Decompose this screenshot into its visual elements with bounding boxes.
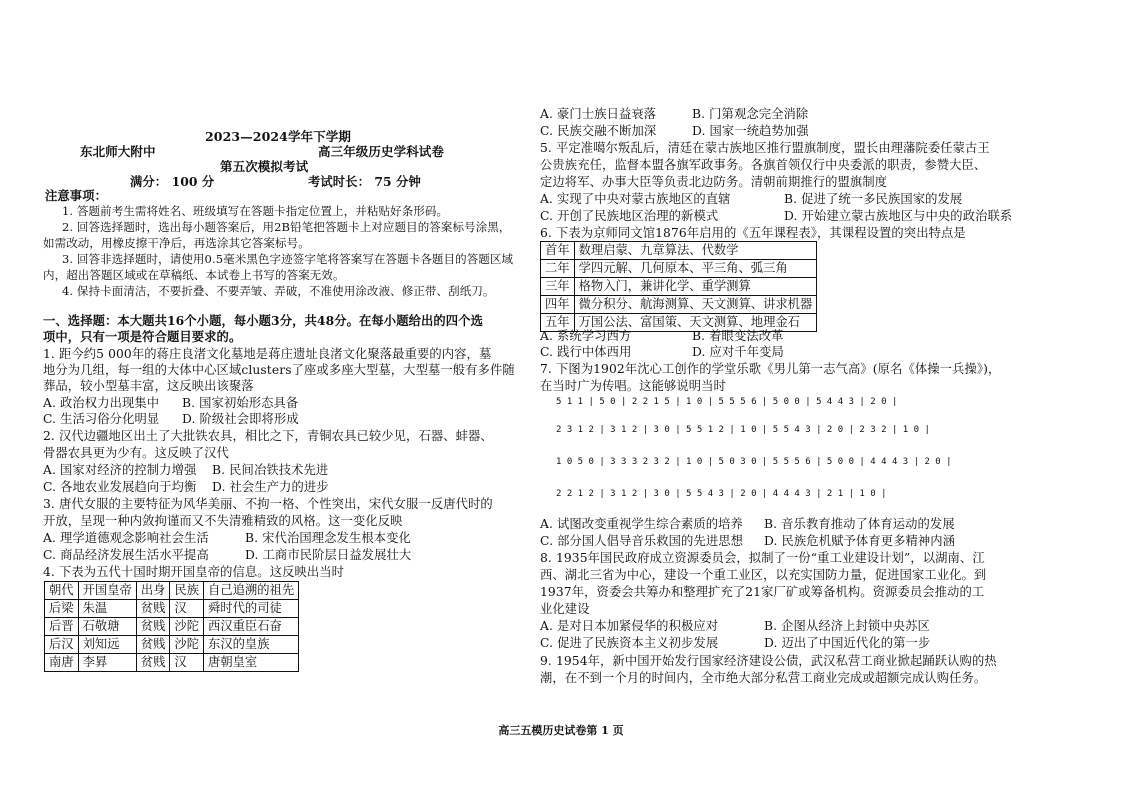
table-cell: 后晋	[45, 618, 79, 636]
table-cell: 东汉的皇族	[204, 636, 299, 654]
q8-option: B. 企图从经济上封锁中央苏区	[764, 619, 930, 633]
q8-option: A. 是对日本加紧侵华的积极应对	[540, 619, 719, 633]
q1-option: B. 国家初始形态具备	[182, 396, 299, 410]
table-header-row	[45, 582, 299, 600]
q3-option: C. 商品经济发展生活水平提高	[43, 548, 209, 562]
school-name: 东北师大附中	[80, 144, 156, 159]
q8-stem: 8. 1935年国民政府成立资源委员会，拟制了一份“重工业建设计划”，以湖南、江	[540, 551, 985, 565]
q3-option: A. 理学道德观念影响社会生活	[43, 531, 209, 545]
table-cell: 微分积分、航海测算、天文测算、讲求机器	[574, 296, 817, 314]
q5-option: D. 开始建立蒙古族地区与中央的政治联系	[784, 209, 1013, 223]
table-cell: 后梁	[45, 600, 79, 618]
table-cell: 贫贱	[136, 618, 170, 636]
left-column	[40, 0, 530, 764]
q5-option: C. 开创了民族地区治理的新模式	[540, 209, 719, 223]
table-cell: 贫贱	[136, 600, 170, 618]
table-cell: 李昪	[78, 654, 136, 672]
q2-stem: 2. 汉代边疆地区出土了大批铁农具，相比之下，青铜农具已较少见，石器、蚌器、	[43, 429, 493, 443]
q6-option: C. 践行中体西用	[540, 345, 632, 359]
q5-stem: 5. 平定准噶尔叛乱后，清廷在蒙古族地区推行盟旗制度，盟长由理藩院委任蒙古王	[540, 141, 990, 155]
q6-stem: 6. 下表为京师同文馆1876年启用的《五年课程表》，其课程设置的突出特点是	[540, 226, 966, 240]
table-cell: 后汉	[45, 636, 79, 654]
table-cell: 五年	[541, 314, 575, 332]
note-line: 1. 答题前考生需将姓名、班级填写在答题卡指定位置上，并粘贴好条形码。	[62, 204, 449, 218]
q2-option: A. 国家对经济的控制力增强	[43, 463, 197, 477]
full-score: 满分： 100 分	[130, 174, 215, 189]
q4-table	[44, 581, 299, 672]
q4-option: D. 国家一统趋势加强	[692, 124, 809, 138]
table-cell: 汉	[170, 600, 204, 618]
q3-option: B. 宋代治国理念发生根本变化	[245, 531, 411, 545]
q4-option: A. 豪门士族日益衰落	[540, 107, 657, 121]
table-cell: 唐朝皇室	[204, 654, 299, 672]
q4-option: B. 门第观念完全消除	[692, 107, 809, 121]
q9-stem: 9. 1954年，新中国开始发行国家经济建设公债，武汉私营工商业掀起踊跃认购的热	[540, 654, 997, 668]
music-score-line: 2 2 1 2 | 3 1 2 | 3 0 | 5 5 4 3 | 2 0 | 4 4 4 3 | 2 1 | 1 0 |	[556, 489, 887, 499]
note-line: 内，超出答题区域或在草稿纸、本试卷上书写的答案无效。	[43, 268, 345, 282]
q8-stem: 西、湖北三省为中心，建设一个重工业区，以充实国防力量，促进国家工业化。到	[540, 568, 987, 582]
q8-stem: 1937年，资委会共筹办和整理扩充了21家厂矿或筹备机构。资源委员会推动的工	[540, 585, 985, 599]
table-row	[45, 618, 299, 636]
q6-option: B. 着眼变法改革	[692, 329, 784, 343]
q2-stem: 骨器农具更为少有。这反映了汉代	[43, 446, 229, 460]
q7-option: D. 民族危机赋予体育更多精神内涵	[764, 534, 956, 548]
table-row	[541, 242, 817, 260]
table-cell: 沙陀	[170, 636, 204, 654]
table-cell: 万国公法、富国策、天文测算、地理金石	[574, 314, 817, 332]
table-cell: 三年	[541, 278, 575, 296]
q1-stem: 1. 距今约5 000年的蒋庄良渚文化墓地是蒋庄遗址良渚文化聚落最重要的内容，墓	[43, 347, 492, 361]
q5-stem: 定边将军、办事大臣等负责北边防务。清朝前期推行的盟旗制度	[540, 175, 888, 189]
q1-option: C. 生活习俗分化明显	[43, 412, 160, 426]
q1-option: A. 政治权力出现集中	[43, 396, 160, 410]
q5-option: A. 实现了中央对蒙古族地区的直辖	[540, 192, 731, 206]
notes-heading: 注意事项：	[45, 188, 107, 203]
table-cell: 贫贱	[136, 654, 170, 672]
table-row	[541, 296, 817, 314]
table-row	[45, 600, 299, 618]
school-year: 2023—2024学年下学期	[205, 129, 351, 144]
q7-option: C. 部分国人倡导音乐救国的先进思想	[540, 534, 744, 548]
q5-option: B. 促进了统一多民族国家的发展	[784, 192, 963, 206]
q8-stem: 业化建设	[540, 602, 590, 616]
section-heading: 项中，只有一项是符合题目要求的。	[43, 329, 242, 344]
table-row	[45, 636, 299, 654]
table-row	[541, 260, 817, 278]
table-cell: 汉	[170, 654, 204, 672]
q6-option: D. 应对千年变局	[692, 345, 784, 359]
table-cell: 二年	[541, 260, 575, 278]
table-header: 出身	[136, 582, 170, 600]
table-row	[45, 654, 299, 672]
table-cell: 刘知远	[78, 636, 136, 654]
q4-option: C. 民族交融不断加深	[540, 124, 657, 138]
q9-stem: 潮，在不到一个月的时间内，全市绝大部分私营工商业完成或超额完成认购任务。	[540, 671, 987, 685]
q2-option: C. 各地农业发展趋向于均衡	[43, 480, 197, 494]
table-cell: 西汉重臣石奋	[204, 618, 299, 636]
page-footer: 高三五模历史试卷第 1 页	[498, 724, 624, 737]
note-line: 3. 回答非选择题时，请使用0.5毫米黑色字迹签字笔将答案写在答题卡各题目的答题区域	[62, 252, 514, 266]
exam-name: 第五次模拟考试	[220, 159, 309, 174]
section-heading: 一、选择题：本大题共16个小题，每小题3分，共48分。在每小题给出的四个选	[43, 313, 483, 328]
table-cell: 格物入门，兼讲化学、重学测算	[574, 278, 817, 296]
table-cell: 贫贱	[136, 636, 170, 654]
q3-option: D. 工商市民阶层日益发展壮大	[245, 548, 412, 562]
q2-option: D. 社会生产力的进步	[212, 480, 329, 494]
q6-table	[540, 241, 817, 332]
music-score-line: 2 3 1 2 | 3 1 2 | 3 0 | 5 5 1 2 | 1 0 | 5 5 4 3 | 2 0 | 2 3 2 | 1 0 |	[556, 425, 930, 435]
table-cell: 首年	[541, 242, 575, 260]
duration: 考试时长： 75 分钟	[308, 174, 421, 189]
q6-option: A. 系统学习西方	[540, 329, 632, 343]
q1-stem: 葬品，较小型墓丰富，这反映出该聚落	[43, 379, 254, 393]
table-cell: 石敬瑭	[78, 618, 136, 636]
table-cell: 四年	[541, 296, 575, 314]
table-header: 朝代	[45, 582, 79, 600]
q8-option: D. 迈出了中国近代化的第一步	[764, 636, 931, 650]
q2-option: B. 民间冶铁技术先进	[212, 463, 329, 477]
paper-title: 高三年级历史学科试卷	[318, 144, 445, 159]
q7-option: A. 试图改变重视学生综合素质的培养	[540, 517, 743, 531]
q3-stem: 开放，呈现一种内敛拘谨而又不失清雅精致的风格。这一变化反映	[43, 514, 403, 528]
q7-option: B. 音乐教育推动了体育运动的发展	[764, 517, 955, 531]
table-cell: 南唐	[45, 654, 79, 672]
table-cell: 舜时代的司徒	[204, 600, 299, 618]
table-row	[541, 278, 817, 296]
right-column	[536, 0, 1082, 764]
note-line: 如需改动，用橡皮擦干净后，再选涂其它答案标号。	[43, 236, 310, 250]
note-line: 2. 回答选择题时，选出每小题答案后，用2B铅笔把答题卡上对应题目的答案标号涂黑，	[62, 220, 511, 234]
q3-stem: 3. 唐代女服的主要特征为风华美丽、不拘一格、个性突出，宋代女服一反唐代时的	[43, 497, 493, 511]
q7-stem: 7. 下图为1902年沈心工创作的学堂乐歌《男儿第一志气高》(原名《体操一兵操》)，	[540, 362, 1001, 376]
note-line: 4. 保持卡面清洁，不要折叠、不要弄皱、弄破，不准使用涂改液、修正带、刮纸刀。	[62, 284, 495, 298]
music-score-line: 1 0 5 0 | 3 3 3 2 3 2 | 1 0 | 5 0 3 0 | 5 5 5 6 | 5 0 0 | 4 4 4 3 | 2 0 |	[556, 457, 952, 467]
table-cell: 学四元解、几何原本、平三角、弧三角	[574, 260, 817, 278]
q8-option: C. 促进了民族资本主义初步发展	[540, 636, 719, 650]
table-cell: 朱温	[78, 600, 136, 618]
table-header: 自己追溯的祖先	[204, 582, 299, 600]
table-cell: 沙陀	[170, 618, 204, 636]
q1-option: D. 阶级社会即将形成	[182, 412, 299, 426]
music-score-line: 5 1 1 | 5 0 | 2 2 1 5 | 1 0 | 5 5 5 6 | 5 0 0 | 5 4 4 3 | 2 0 |	[556, 397, 898, 407]
q5-stem: 公贵族充任，监督本盟各旗军政事务。各旗首领仅行中央委派的职责，参赞大臣、	[540, 158, 987, 172]
q1-stem: 地分为几组，每一组的大体中心区域clusters了座或多座大型墓，大型墓一般有多件随	[43, 363, 515, 377]
q7-stem: 在当时广为传唱。这能够说明当时	[540, 379, 726, 393]
q4-stem: 4. 下表为五代十国时期开国皇帝的信息。这反映出当时	[43, 565, 345, 579]
table-cell: 数理启蒙、九章算法、代数学	[574, 242, 817, 260]
table-header: 民族	[170, 582, 204, 600]
table-header: 开国皇帝	[78, 582, 136, 600]
